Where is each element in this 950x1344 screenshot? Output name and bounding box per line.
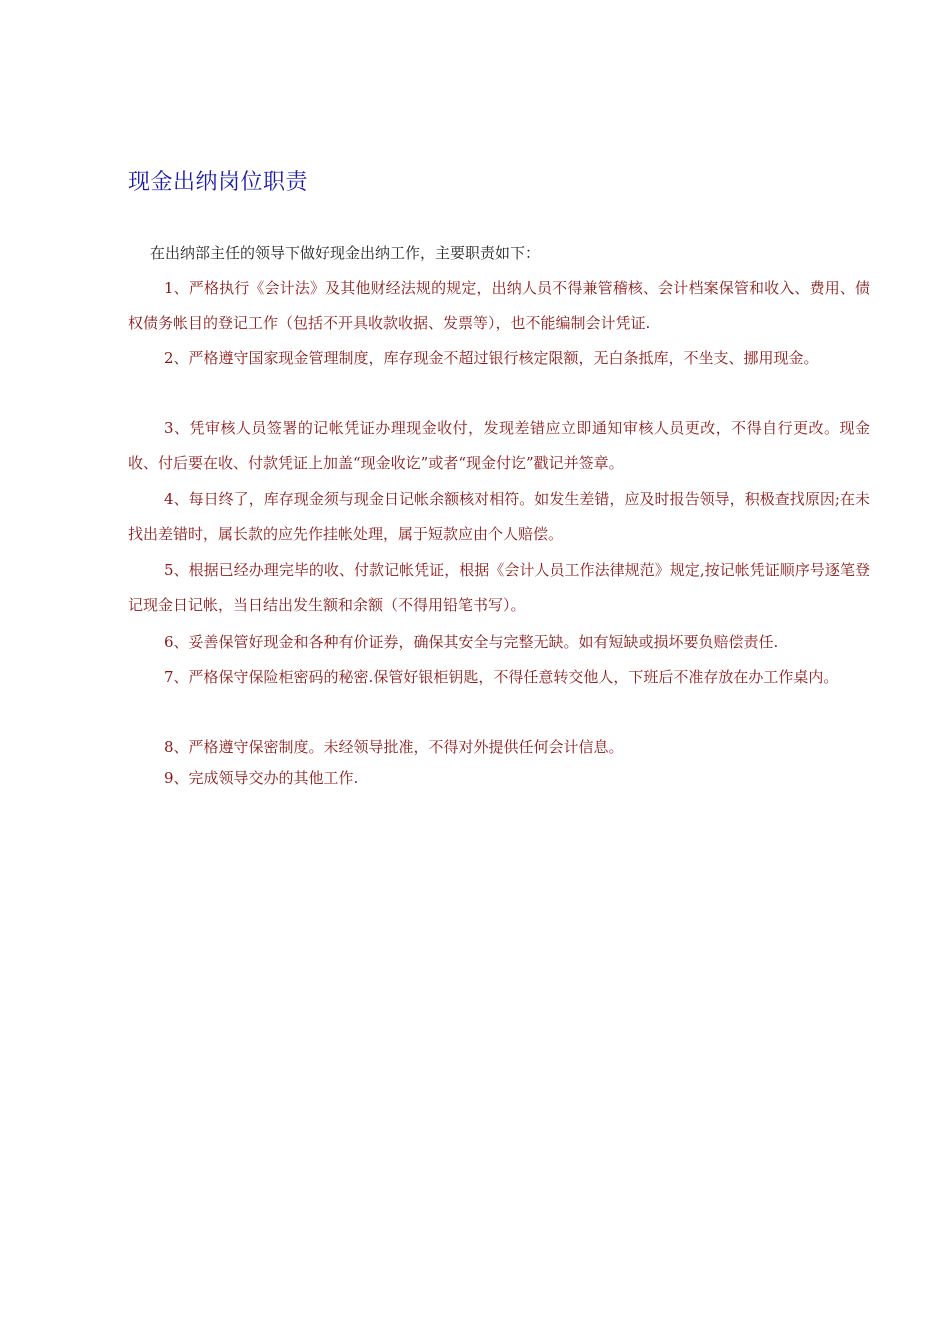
duty-item-4: 4、每日终了，库存现金须与现金日记帐余额核对相符。如发生差错，应及时报告领导，积极查找原因;在未找出差错时，属长款的应先作挂帐处理，属于短款应由个人赔偿。 bbox=[128, 490, 870, 543]
duty-item-6: 6、妥善保管好现金和各种有价证券，确保其安全与完整无缺。如有短缺或损坏要负赔偿责任. bbox=[164, 633, 779, 651]
duty-item-9: 9、完成领导交办的其他工作. bbox=[164, 769, 359, 787]
duty-item-5: 5、根据已经办理完毕的收、付款记帐凭证，根据《会计人员工作法律规范》规定,按记帐凭证顺序号逐笔登记现金日记帐，当日结出发生额和余额（不得用铅笔书写）。 bbox=[128, 561, 870, 614]
duty-item-8: 8、严格遵守保密制度。未经领导批准，不得对外提供任何会计信息。 bbox=[164, 738, 624, 756]
document-title: 现金出纳岗位职责 bbox=[128, 170, 309, 195]
duty-item-3: 3、凭审核人员签署的记帐凭证办理现金收付，发现差错应立即通知审核人员更改，不得自行更改。现金收、付后要在收、付款凭证上加盖“现金收讫”或者“现金付讫”戳记并签章。 bbox=[128, 419, 870, 472]
intro-paragraph: 在出纳部主任的领导下做好现金出纳工作，主要职责如下： bbox=[150, 244, 541, 262]
duty-item-7: 7、严格保守保险柜密码的秘密.保管好银柜钥匙，不得任意转交他人，下班后不准存放在办工作桌内。 bbox=[164, 668, 839, 686]
duty-item-2: 2、严格遵守国家现金管理制度，库存现金不超过银行核定限额，无白条抵库，不坐支、挪用现金。 bbox=[164, 349, 819, 367]
duty-item-1: 1、严格执行《会计法》及其他财经法规的规定，出纳人员不得兼管稽核、会计档案保管和收入、费用、债权债务帐目的登记工作（包括不开具收款收据、发票等），也不能编制会计凭证. bbox=[128, 279, 870, 332]
